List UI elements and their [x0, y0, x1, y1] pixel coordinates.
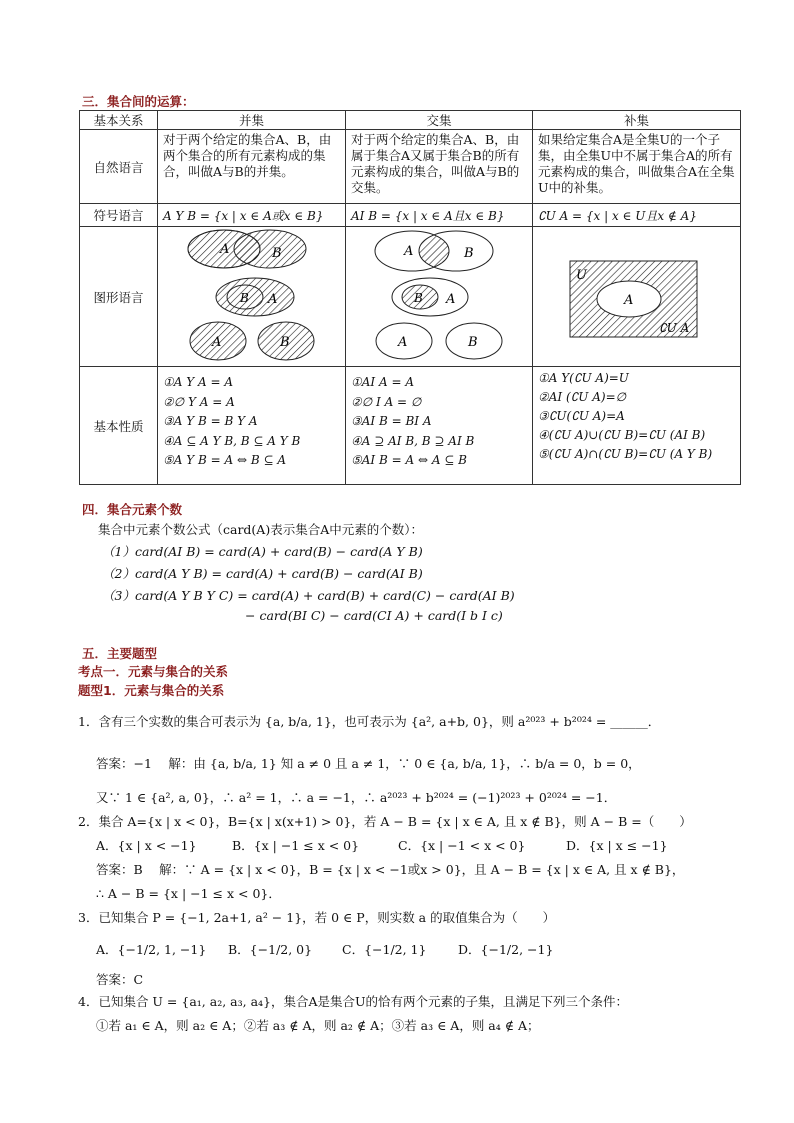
- prop-intersection-2: ②∅ I A = ∅: [351, 394, 422, 409]
- problem-3: 3．已知集合 P = {−1, 2a+1, a² − 1}，若 0 ∈ P，则实数 a 的取值集合为（ ）: [78, 910, 556, 925]
- props-complement: [533, 367, 741, 485]
- graphic-complement: [533, 227, 741, 367]
- table-header-row: [80, 111, 741, 130]
- problem-3-option-d: D．{−1/2, −1}: [458, 942, 554, 957]
- union-disjoint-label-a: A: [212, 335, 222, 350]
- count-formula-1: （1）card(AI B) = card(A) + card(B) − card(A Y B): [102, 544, 423, 559]
- union-sub-label-a: A: [268, 292, 278, 307]
- prop-intersection-4: ④A ⊇ AI B, B ⊇ AI B: [351, 433, 475, 448]
- complement-label-cua: ∁U A: [659, 321, 690, 335]
- natural-complement: 如果给定集合A是全集U的一个子集，由全集U中不属于集合A的所有元素构成的集合，叫做集合A在全集U中的补集。: [533, 130, 741, 204]
- count-formula-2: （2）card(A Y B) = card(A) + card(B) − card(AI B): [102, 566, 423, 581]
- row-label-graphic: 图形语言: [80, 227, 158, 367]
- intersection-label-b: B: [464, 246, 474, 261]
- count-intro: 集合中元素个数公式（card(A)表示集合A中元素的个数）：: [98, 522, 423, 537]
- problem-4-conditions: ①若 a₁ ∈ A，则 a₂ ∈ A；②若 a₃ ∉ A，则 a₂ ∉ A；③若 a₃ ∈ A，则 a₄ ∉ A；: [96, 1018, 540, 1033]
- problem-3-option-b: B．{−1/2, 0}: [228, 942, 313, 957]
- props-union: [158, 367, 346, 485]
- complement-label-u: U: [576, 268, 587, 283]
- problem-2-option-d: D．{x | x ≤ −1}: [566, 838, 668, 853]
- intersection-disjoint-label-a: A: [398, 335, 408, 350]
- prop-complement-3: ③∁U(∁U A)=A: [538, 409, 625, 423]
- union-sub-label-b: B: [240, 291, 249, 305]
- table-row-graphic: [80, 227, 741, 367]
- problem-1: 1．含有三个实数的集合可表示为 {a, b/a, 1}，也可表示为 {a², a+b, 0}，则 a²⁰²³ + b²⁰²⁴ = ______．: [78, 714, 661, 729]
- kaodian-1-title: 考点一．元素与集合的关系: [78, 664, 229, 679]
- natural-intersection: 对于两个给定的集合A、B，由属于集合A又属于集合B的所有元素构成的集合，叫做A与B的交集。: [346, 130, 533, 204]
- prop-complement-1: ①A Y(∁U A)=U: [538, 371, 629, 385]
- intersection-sub-label-a: A: [446, 292, 456, 307]
- header-intersection: 交集: [346, 111, 533, 130]
- row-label-props: 基本性质: [80, 367, 158, 485]
- problem-2-answer-cont: ∴ A − B = {x | −1 ≤ x < 0}．: [96, 886, 281, 901]
- problem-2: 2．集合 A={x | x < 0}，B={x | x(x+1) > 0}，若 A − B = {x | x ∈ A, 且 x ∉ B}，则 A − B =（ ）: [78, 814, 692, 829]
- union-venn-diagrams: [158, 227, 344, 363]
- section-4-title: 四．集合元素个数: [82, 502, 183, 517]
- prop-union-2: ②∅ Y A = A: [163, 394, 235, 409]
- prop-intersection-3: ③AI B = BI A: [351, 414, 432, 428]
- prop-intersection-1: ①AI A = A: [351, 375, 414, 389]
- graphic-union: [158, 227, 346, 367]
- header-union: 并集: [158, 111, 346, 130]
- row-label-natural: 自然语言: [80, 130, 158, 204]
- problem-2-option-b: B．{x | −1 ≤ x < 0}: [232, 838, 360, 853]
- problem-1-answer: 答案：−1 解：由 {a, b/a, 1} 知 a ≠ 0 且 a ≠ 1，∵ 0 ∈ {a, b/a, 1}，∴ b/a = 0，b = 0，: [96, 756, 641, 771]
- symbol-intersection: AI B = {x | x ∈ A且x ∈ B}: [346, 204, 533, 227]
- union-disjoint-label-b: B: [280, 335, 290, 350]
- graphic-intersection: [346, 227, 533, 367]
- count-formula-3: （3）card(A Y B Y C) = card(A) + card(B) + card(C) − card(AI B): [102, 588, 515, 603]
- tixing-1-title: 题型1．元素与集合的关系: [78, 683, 225, 698]
- prop-complement-2: ②AI (∁U A)=∅: [538, 390, 627, 404]
- problem-4: 4．已知集合 U = {a₁, a₂, a₃, a₄}，集合A是集合U的恰有两个元素的子集，且满足下列三个条件：: [78, 994, 629, 1009]
- header-relation: 基本关系: [80, 111, 158, 130]
- table-row-symbol: [80, 204, 741, 227]
- problem-2-option-c: C．{x | −1 < x < 0}: [398, 838, 526, 853]
- row-label-symbol: 符号语言: [80, 204, 158, 227]
- intersection-label-a: A: [404, 244, 414, 259]
- symbol-complement: ∁U A = {x | x ∈ U且x ∉ A}: [533, 204, 741, 227]
- problem-3-answer: 答案：C: [96, 972, 144, 987]
- prop-union-4: ④A ⊆ A Y B, B ⊆ A Y B: [163, 433, 301, 448]
- count-formula-3-cont: − card(BI C) − card(CI A) + card(I b I c): [245, 608, 503, 623]
- problem-2-option-a: A．{x | x < −1}: [96, 838, 197, 853]
- prop-union-3: ③A Y B = B Y A: [163, 414, 258, 428]
- prop-complement-4: ④(∁U A)∪(∁U B)=∁U (AI B): [538, 428, 706, 442]
- intersection-venn-diagrams: [346, 227, 531, 363]
- table-row-props: [80, 367, 741, 485]
- problem-3-option-a: A．{−1/2, 1, −1}: [96, 942, 207, 957]
- problem-1-answer-cont: 又∵ 1 ∈ {a², a, 0}，∴ a² = 1，∴ a = −1，∴ a²⁰²³ + b²⁰²⁴ = (−1)²⁰²³ + 0²⁰²⁴ = −1．: [96, 790, 617, 805]
- set-operations-table: [79, 110, 741, 485]
- header-complement: 补集: [533, 111, 741, 130]
- union-label-a: A: [220, 242, 230, 257]
- complement-label-a: A: [624, 293, 634, 308]
- section-5-title: 五．主要题型: [82, 646, 158, 661]
- prop-union-1: ①A Y A = A: [163, 375, 233, 389]
- prop-intersection-5: ⑤AI B = A ⇔ A ⊆ B: [351, 453, 467, 467]
- intersection-sub-label-b: B: [414, 291, 423, 305]
- props-intersection: [346, 367, 533, 485]
- table-row-natural: [80, 130, 741, 204]
- intersection-disjoint-label-b: B: [468, 335, 478, 350]
- complement-venn-diagram: [533, 227, 739, 363]
- natural-union: 对于两个给定的集合A、B，由两个集合的所有元素构成的集合，叫做A与B的并集。: [158, 130, 346, 204]
- problem-2-answer: 答案：B 解：∵ A = {x | x < 0}，B = {x | x < −1或x > 0}，且 A − B = {x | x ∈ A, 且 x ∉ B}，: [96, 862, 685, 877]
- prop-complement-5: ⑤(∁U A)∩(∁U B)=∁U (A Y B): [538, 447, 713, 461]
- problem-3-option-c: C．{−1/2, 1}: [342, 942, 427, 957]
- prop-union-5: ⑤A Y B = A ⇔ B ⊆ A: [163, 453, 286, 467]
- section-3-title: 三．集合间的运算：: [82, 94, 195, 109]
- union-label-b: B: [272, 246, 282, 261]
- symbol-union: A Y B = {x | x ∈ A或x ∈ B}: [158, 204, 346, 227]
